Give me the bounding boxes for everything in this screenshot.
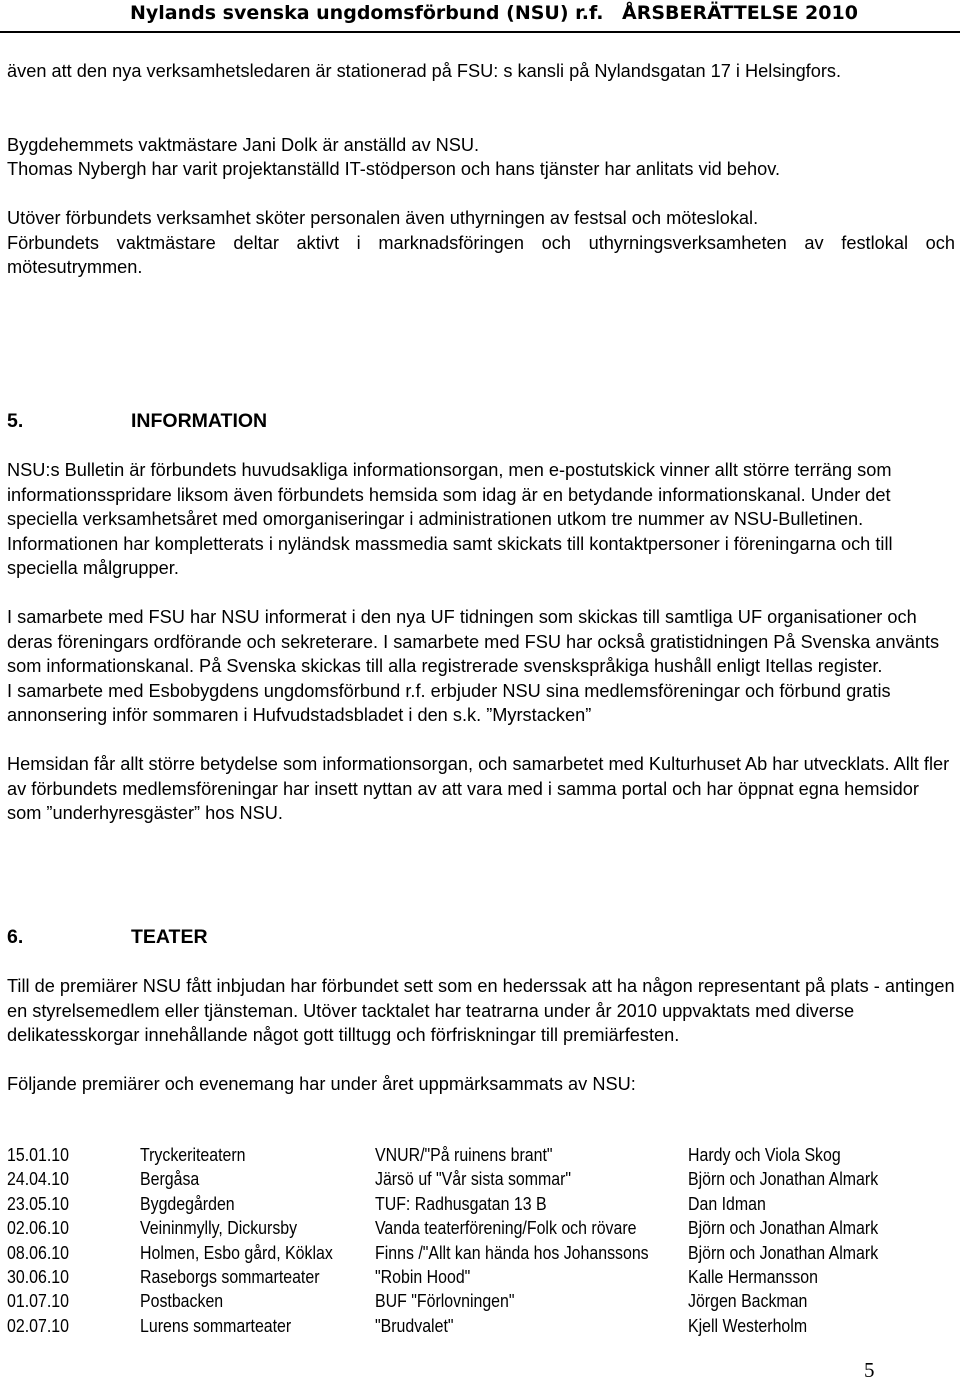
intro-paragraph-2b: Thomas Nybergh har varit projektanställd IT-stödperson och hans tjänster har anlitats vid behov. xyxy=(7,159,781,179)
event-production: BUF "Förlovningen" xyxy=(375,1290,515,1312)
event-production: Finns /"Allt kan hända hos Johanssons xyxy=(375,1241,649,1263)
event-date: 15.01.10 xyxy=(7,1144,69,1165)
event-attendees: Dan Idman xyxy=(688,1192,766,1214)
table-row xyxy=(7,1241,955,1265)
intro-paragraph-2a: Bygdehemmets vaktmästare Jani Dolk är anställd av NSU. xyxy=(7,134,480,155)
table-row xyxy=(7,1143,955,1167)
information-paragraph-1: NSU:s Bulletin är förbundets huvudsakliga informationsorgan, men e-postutskick vinner allt större terräng som informationsspridare liksom även förbundets hemsida som idag är en betydande informationskanal. Under det speciella verksamhetsåret med omorganiseringar i administrationen utkom tre nummer av NSU-Bulletinen. xyxy=(7,460,892,529)
event-attendees: Björn och Jonathan Almark xyxy=(688,1241,879,1263)
event-date: 01.07.10 xyxy=(7,1290,69,1312)
event-venue: Bygdegården xyxy=(140,1192,235,1214)
event-date: 24.04.10 xyxy=(7,1168,69,1190)
table-row xyxy=(7,1167,955,1191)
section-title: INFORMATION xyxy=(131,410,268,432)
event-production: "Robin Hood" xyxy=(375,1265,471,1287)
intro-paragraph-3b: Förbundets vaktmästare deltar aktivt i marknadsföringen och uthyrningsverksamheten av festlokal och mötesutrymmen. xyxy=(7,232,955,277)
event-date: 23.05.10 xyxy=(7,1192,69,1214)
teater-paragraph-1: Till de premiärer NSU fått inbjudan har förbundet sett som en hederssak att ha någon representant på plats - antingen en styrelsemedlem eller tjänsteman. Utöver tacktalet har teatrarna under år 2010 uppvaktats med diverse delikatesskorgar innehållande något gott tilltugg och förfriskningar till premiärfesten. xyxy=(7,976,955,1045)
event-venue: Tryckeriteatern xyxy=(140,1144,246,1165)
section-information xyxy=(7,409,955,826)
information-paragraph-5: Hemsidan får allt större betydelse som informationsorgan, och samarbetet med Kulturhuset Ab har utvecklats. Allt fler av förbundets medlemsföreningar har insett nyttan av att vara med i samma portal och har öppnat egna hemsidor som ”underhyresgäster” hos NSU. xyxy=(7,754,950,823)
table-row xyxy=(7,1289,955,1313)
section-heading-information xyxy=(7,409,955,434)
header-rule xyxy=(0,31,960,33)
information-paragraph-4: I samarbete med Esbobygdens ungdomsförbund r.f. erbjuder NSU sina medlemsföreningar och förbund gratis annonsering inför sommaren i Hufvudstadsbladet i den s.k. ”Myrstacken” xyxy=(7,680,891,725)
header-title: Nylands svenska ungdomsförbund (NSU) r.f. xyxy=(130,2,604,24)
information-paragraph-2: Informationen har kompletterats i nyländsk massmedia samt skickats till kontaktpersoner i föreningarna och till speciella målgrupper. xyxy=(7,533,893,578)
event-venue: Holmen, Esbo gård, Köklax xyxy=(140,1241,333,1263)
section-teater xyxy=(7,925,955,1097)
event-date: 02.07.10 xyxy=(7,1314,69,1336)
event-attendees: Björn och Jonathan Almark xyxy=(688,1217,879,1239)
table-row xyxy=(7,1192,955,1216)
document-body xyxy=(7,59,955,280)
events-table xyxy=(7,1143,955,1338)
table-row xyxy=(7,1314,955,1338)
header-report-title: ÅRSBERÄTTELSE 2010 xyxy=(622,2,858,24)
teater-paragraph-2: Följande premiärer och evenemang har under året uppmärksammats av NSU: xyxy=(7,1074,636,1094)
event-attendees: Kalle Hermansson xyxy=(688,1265,818,1287)
page-number: 5 xyxy=(864,1358,875,1382)
information-paragraph-3: I samarbete med FSU har NSU informerat i den nya UF tidningen som skickas till samtliga UF organisationer och deras föreningars ordförande och sekreterare. I samarbete med FSU har också gratistidningen På Svenska använts som informationskanal. På Svenska skickas till alla registrerade svenskspråkiga hushåll enligt Itellas register. xyxy=(7,607,940,676)
event-attendees: Hardy och Viola Skog xyxy=(688,1144,841,1165)
event-attendees: Kjell Westerholm xyxy=(688,1314,808,1336)
event-date: 08.06.10 xyxy=(7,1241,69,1263)
table-row xyxy=(7,1216,955,1240)
table-row xyxy=(7,1265,955,1289)
intro-paragraph-3a: Utöver förbundets verksamhet sköter personalen även uthyrningen av festsal och möteslokal. xyxy=(7,208,759,228)
event-date: 30.06.10 xyxy=(7,1265,69,1287)
event-venue: Bergåsa xyxy=(140,1168,200,1190)
event-attendees: Björn och Jonathan Almark xyxy=(688,1168,879,1190)
intro-paragraph-1: även att den nya verksamhetsledaren är stationerad på FSU: s kansli på Nylandsgatan 17 i Helsingfors. xyxy=(7,61,842,81)
section-title: TEATER xyxy=(131,926,208,948)
event-date: 02.06.10 xyxy=(7,1217,69,1239)
event-attendees: Jörgen Backman xyxy=(688,1290,808,1312)
event-venue: Raseborgs sommarteater xyxy=(140,1265,320,1287)
section-number: 5. xyxy=(7,410,24,432)
event-production: TUF: Radhusgatan 13 B xyxy=(375,1192,547,1214)
event-venue: Veininmylly, Dickursby xyxy=(140,1217,298,1239)
event-venue: Postbacken xyxy=(140,1290,224,1312)
event-production: Vanda teaterförening/Folk och rövare xyxy=(375,1217,637,1239)
page-header xyxy=(0,0,960,34)
event-venue: Lurens sommarteater xyxy=(140,1314,292,1336)
event-production: "Brudvalet" xyxy=(375,1314,454,1336)
event-production: Järsö uf "Vår sista sommar" xyxy=(375,1168,572,1190)
event-production: VNUR/"På ruinens brant" xyxy=(375,1144,553,1165)
section-heading-teater xyxy=(7,925,955,950)
section-number: 6. xyxy=(7,926,24,948)
